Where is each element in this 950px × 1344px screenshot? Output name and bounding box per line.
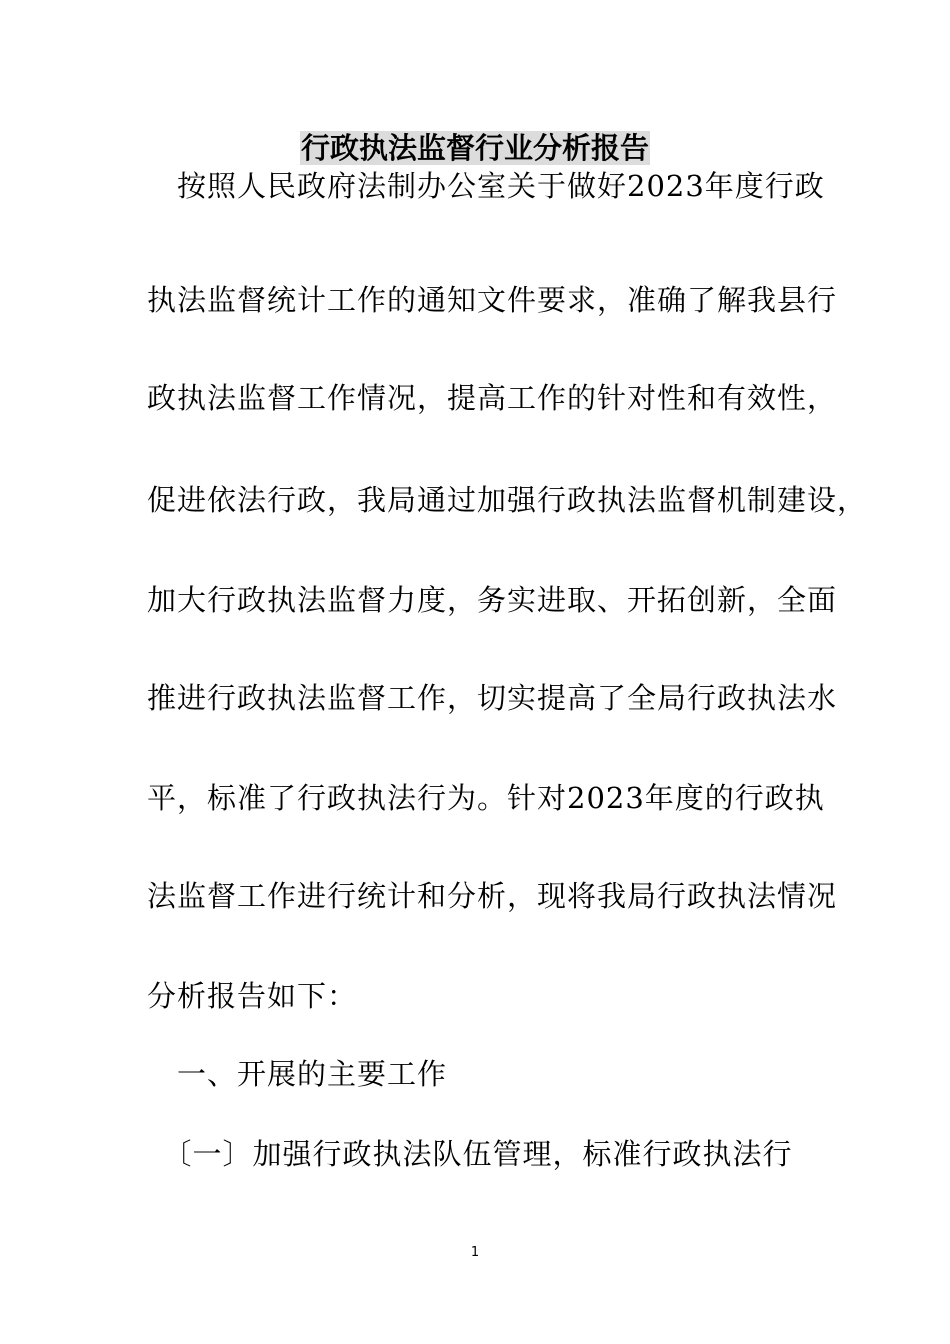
body-line-8: 法监督工作进行统计和分析，现将我局行政执法情况	[147, 879, 838, 913]
page-number: 1	[470, 1245, 480, 1260]
body-line-4: 促进依法行政，我局通过加强行政执法监督机制建设，	[147, 483, 868, 517]
body-line-2: 执法监督统计工作的通知文件要求，准确了解我县行	[147, 283, 838, 317]
body-line-9: 分析报告如下：	[147, 979, 358, 1013]
document-title	[0, 126, 950, 170]
document-title-text: 行政执法监督行业分析报告	[300, 131, 649, 165]
body-line-1: 按照人民政府法制办公室关于做好2023年度行政	[147, 169, 825, 203]
body-line-3: 政执法监督工作情况，提高工作的针对性和有效性，	[147, 381, 838, 415]
subsection-heading-1: 〔一〕加强行政执法队伍管理，标准行政执法行	[147, 1137, 793, 1171]
body-line-7: 平，标准了行政执法行为。针对2023年度的行政执	[147, 781, 825, 815]
body-line-5: 加大行政执法监督力度，务实进取、开拓创新，全面	[147, 583, 838, 617]
section-heading-1: 一、开展的主要工作	[147, 1057, 448, 1091]
body-line-6: 推进行政执法监督工作，切实提高了全局行政执法水	[147, 681, 838, 715]
